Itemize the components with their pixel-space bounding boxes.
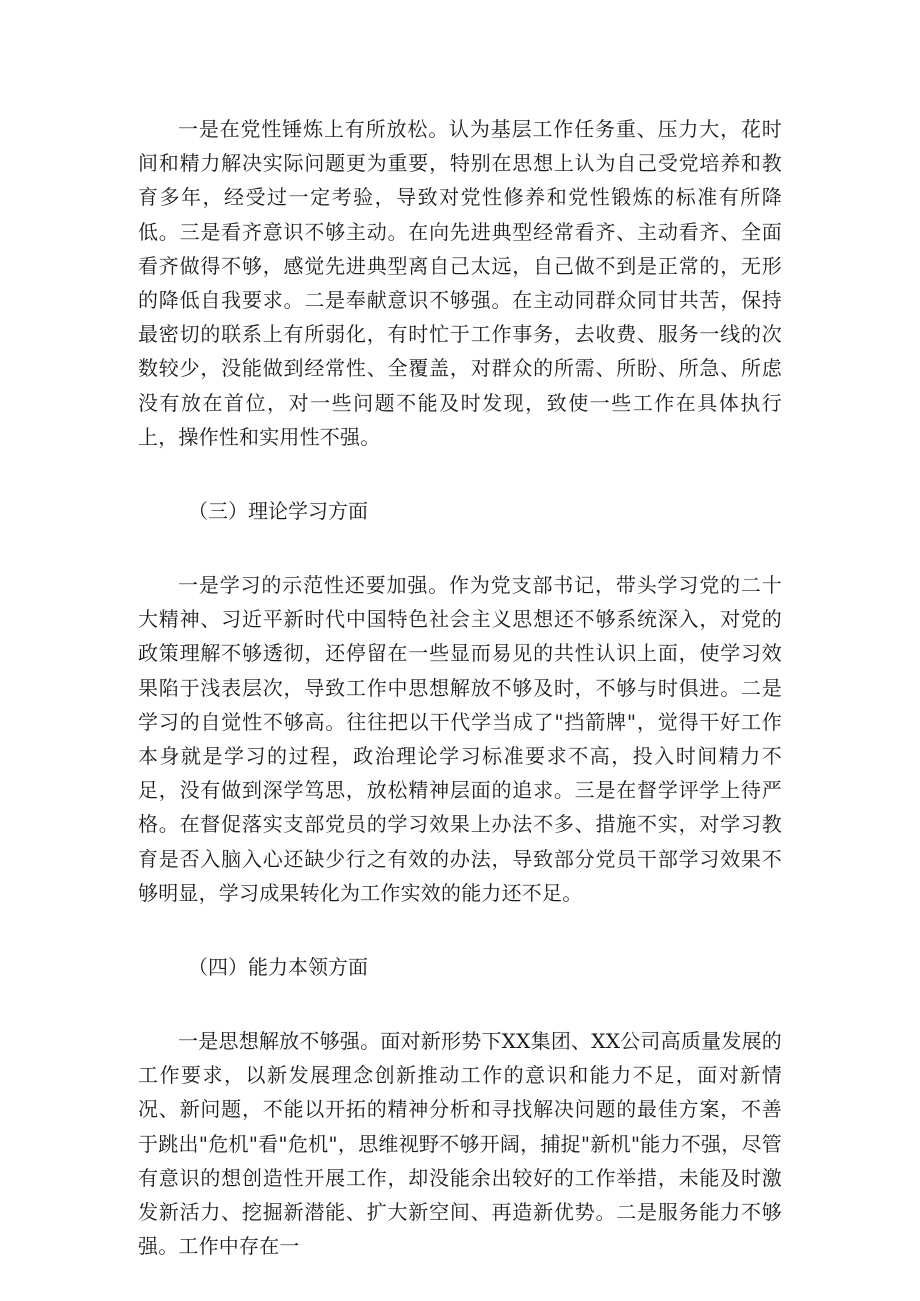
spacer (138, 910, 782, 950)
section-heading-theory-study: （三）理论学习方面 (188, 499, 368, 524)
spacer (138, 984, 782, 1024)
paragraph-party-spirit: 一是在党性锤炼上有所放松。认为基层工作任务重、压力大，花时间和精力解决实际问题更为重要，特别在思想上认为自己受党培养和教育多年，经受过一定考验，导致对党性修养和党性锻炼的标准有所降低。三是看齐意识不够主动。在向先进典型经常看齐、主动看齐、全面看齐做得不够，感觉先进典型离自己太远，自己做不到是正常的，无形的降低自我要求。二是奉献意识不够强。在主动同群众同甘共苦，保持最密切的联系上有所弱化，有时忙于工作事务，去收费、服务一线的次数较少，没能做到经常性、全覆盖，对群众的所需、所盼、所急、所虑没有放在首位，对一些问题不能及时发现，致使一些工作在具体执行上，操作性和实用性不强。 (138, 117, 782, 449)
spacer (138, 528, 782, 568)
spacer (138, 454, 782, 494)
paragraph-ability: 一是思想解放不够强。面对新形势下XX集团、XX公司高质量发展的工作要求，以新发展理念创新推动工作的意识和能力不足，面对新情况、新问题，不能以开拓的精神分析和寻找解决问题的最佳方案，不善于跳出"危机"看"危机"，思维视野不够开阔，捕捉"新机"能力不强，尽管有意识的想创造性开展工作，却没能余出较好的工作举措，未能及时激发新活力、挖掘新潜能、扩大新空间、再造新优势。二是服务能力不够强。工作中存在一 (138, 1029, 782, 1259)
paragraph-theory-study: 一是学习的示范性还要加强。作为党支部书记，带头学习党的二十大精神、习近平新时代中国特色社会主义思想还不够系统深入，对党的政策理解不够透彻，还停留在一些显而易见的共性认识上面，使学习效果陷于浅表层次，导致工作中思想解放不够及时，不够与时俱进。二是学习的自觉性不够高。往往把以干代学当成了"挡箭牌"，觉得干好工作本身就是学习的过程，政治理论学习标准要求不高，投入时间精力不足，没有做到深学笃思，放松精神层面的追求。三是在督学评学上待严格。在督促落实支部党员的学习效果上办法不多、措施不实，对学习教育是否入脑入心还缺少行之有效的办法，导致部分党员干部学习效果不够明显，学习成果转化为工作实效的能力还不足。 (138, 573, 782, 905)
section-heading-ability: （四）能力本领方面 (188, 955, 368, 980)
